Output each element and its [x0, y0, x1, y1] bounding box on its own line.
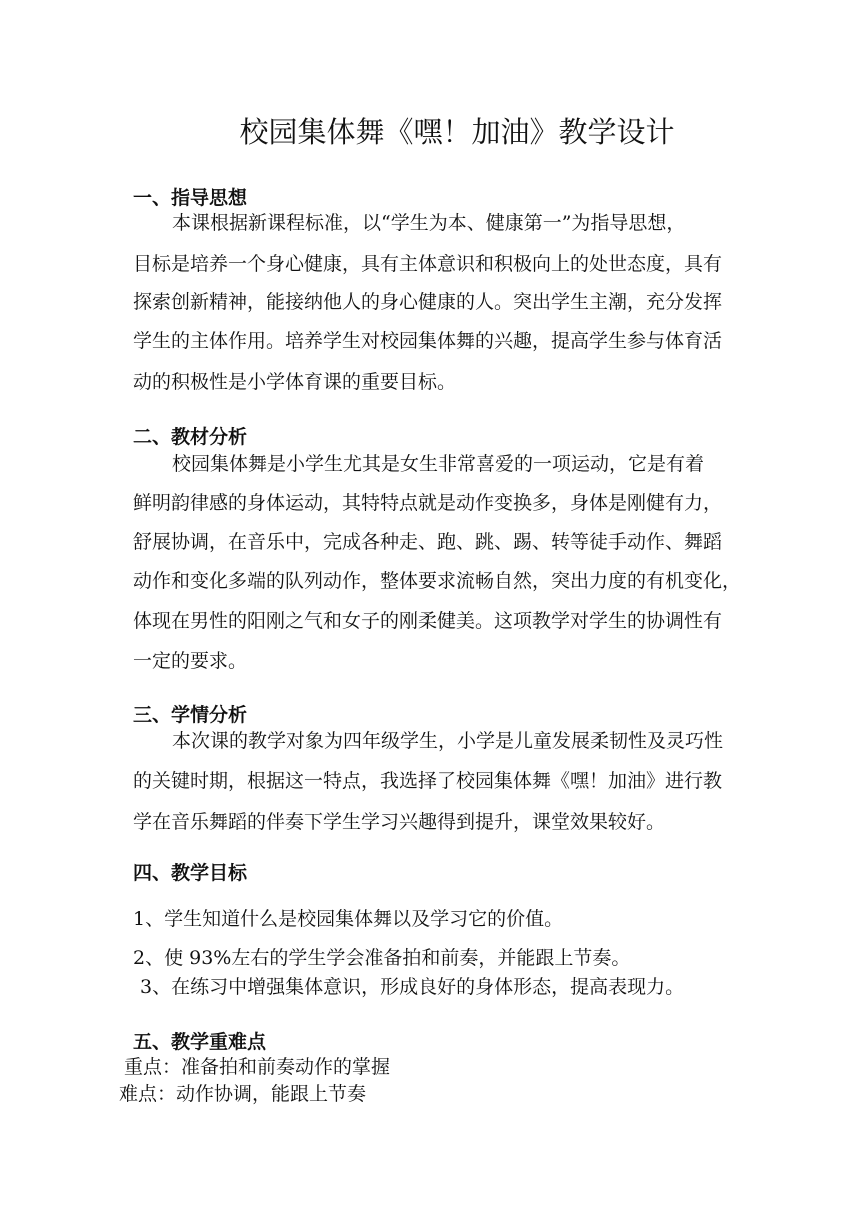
paragraph-line: 一定的要求。: [133, 650, 248, 672]
paragraph-line: 体现在男性的阳刚之气和女子的刚柔健美。这项教学对学生的协调性有: [133, 610, 723, 632]
paragraph-line: 本次课的教学对象为四年级学生，小学是儿童发展柔韧性及灵巧性: [172, 730, 724, 752]
paragraph-line: 校园集体舞是小学生尤其是女生非常喜爱的一项运动，它是有着: [172, 453, 705, 475]
paragraph-line: 本课根据新课程标准，以“学生为本、健康第一”为指导思想，: [172, 212, 686, 234]
objective-item: 3、在练习中增强集体意识，形成良好的身体形态，提高表现力。: [140, 976, 685, 998]
objective-item: 2、使 93%左右的学生学会准备拍和前奏，并能跟上节奏。: [133, 947, 631, 969]
paragraph-line: 目标是培养一个身心健康，具有主体意识和积极向上的处世态度，具有: [133, 253, 723, 275]
paragraph-line: 动作和变化多端的队列动作，整体要求流畅自然，突出力度的有机变化，: [133, 570, 742, 592]
section-heading-guiding-thought: 一、指导思想: [133, 187, 248, 209]
paragraph-line: 学在音乐舞蹈的伴奏下学生学习兴趣得到提升，课堂效果较好。: [133, 811, 666, 833]
section-heading-teaching-objectives: 四、教学目标: [133, 862, 248, 884]
paragraph-line: 的关键时期，根据这一特点，我选择了校园集体舞《嘿！加油》进行教: [133, 770, 723, 792]
document-title: 校园集体舞《嘿！加油》教学设计: [239, 115, 675, 149]
paragraph-line: 动的积极性是小学体育课的重要目标。: [133, 371, 457, 393]
section-heading-material-analysis: 二、教材分析: [133, 426, 248, 448]
paragraph-line: 舒展协调，在音乐中，完成各种走、跑、跳、踢、转等徒手动作、舞蹈: [133, 531, 723, 553]
section-heading-student-analysis: 三、学情分析: [133, 704, 248, 726]
key-point-line: 重点：准备拍和前奏动作的掌握: [124, 1056, 391, 1078]
difficult-point-line: 难点：动作协调，能跟上节奏: [119, 1083, 367, 1105]
paragraph-line: 探索创新精神，能接纳他人的身心健康的人。突出学生主潮，充分发挥: [133, 291, 723, 313]
section-heading-key-difficult-points: 五、教学重难点: [133, 1031, 267, 1053]
paragraph-line: 鲜明韵律感的身体运动，其特特点就是动作变换多，身体是刚健有力，: [133, 492, 723, 514]
paragraph-line: 学生的主体作用。培养学生对校园集体舞的兴趣，提高学生参与体育活: [133, 330, 723, 352]
objective-item: 1、学生知道什么是校园集体舞以及学习它的价值。: [133, 908, 564, 930]
